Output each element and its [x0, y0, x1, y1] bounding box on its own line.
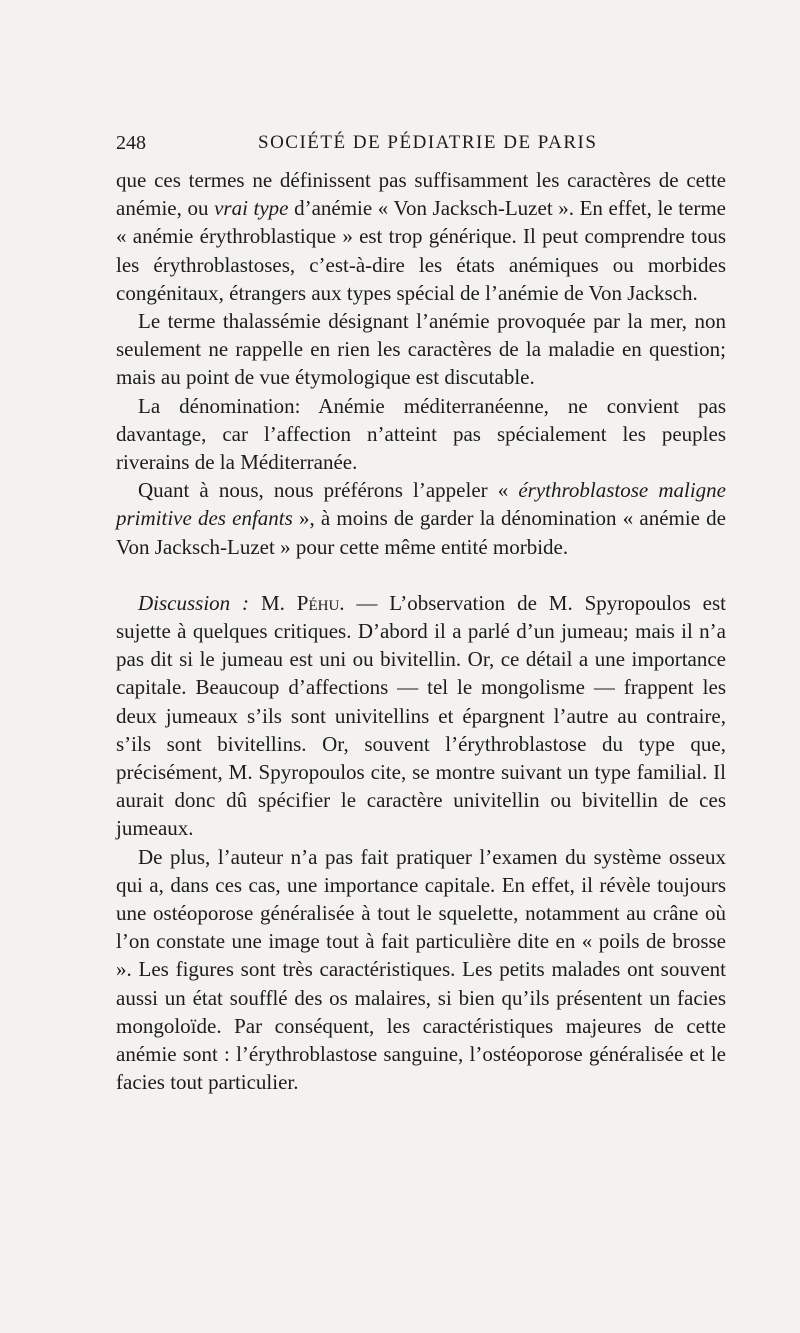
running-head: SOCIÉTÉ DE PÉDIATRIE DE PARIS	[258, 132, 598, 153]
paragraph-4: Quant à nous, nous préférons l’appeler « érythroblastose maligne primitive des enfants », à moins de garder la dénomination « anémie de Von Jacksch-Luzet » pour cette même entité morbide.	[116, 478, 726, 559]
paragraph-2: Le terme thalassémie désignant l’anémie provoquée par la mer, non seulement ne rappelle en rien les caractères de la maladie en question; mais au point de vue étymologique est discutable.	[116, 309, 726, 390]
paragraph-1: que ces termes ne définissent pas suffisamment les caractères de cette anémie, ou vrai type d’anémie « Von Jacksch-Luzet ». En effet, le terme « anémie érythroblastique » est trop générique. Il peut comprendre tous les érythroblastoses, c’est-à-dire les états anémiques ou morbides congénitaux, étrangers aux types spécial de l’anémie de Von Jacksch.	[116, 168, 726, 305]
body-text	[116, 166, 726, 1097]
discussion-label: Discussion :	[138, 590, 250, 615]
paragraph-6: De plus, l’auteur n’a pas fait pratiquer l’examen du système osseux qui a, dans ces cas, une importance capitale. En effet, il révèle toujours une ostéoporose généralisée à tout le squelette, notamment au crâne où l’on constate une image tout à fait particulière dite en « poils de brosse ». Les figures sont très caractéristiques. Les petits malades ont souvent aussi un état soufflé des os malaires, si bien qu’ils présentent un facies mongoloïde. Par conséquent, les caractéristiques majeures de cette anémie sont : l’érythroblastose sanguine, l’ostéoporose généralisée et le facies tout particulier.	[116, 844, 726, 1095]
page-header	[116, 128, 726, 158]
speaker-name: Péhu	[296, 590, 340, 615]
emphasis: érythroblastose maligne primitive des enfants	[116, 478, 726, 531]
paragraph-3: La dénomination: Anémie méditerranéenne, ne convient pas davantage, car l’affection n’atteint pas spécialement les peuples riverains de la Méditerranée.	[116, 393, 726, 475]
emphasis: vrai type	[214, 196, 289, 221]
discussion-paragraph: Discussion : M. Péhu. — L’observation de M. Spyropoulos est sujette à quelques critiques. D’abord il a parlé d’un jumeau; mais il n’a pas dit si le jumeau est uni ou bivitellin. Or, ce détail a une importance capitale. Beaucoup d’affections — tel le mongolisme — frappent les deux jumeaux s’ils sont univitellins et épargnent l’autre au contraire, s’ils sont bivitellins. Or, souvent l’érythroblastose du type que, précisément, M. Spyropoulos cite, se montre suivant un type familial. Il aurait donc dû spécifier le caractère univitellin ou bivitellin de ces jumeaux.	[116, 590, 726, 841]
page-number: 248	[116, 132, 146, 154]
